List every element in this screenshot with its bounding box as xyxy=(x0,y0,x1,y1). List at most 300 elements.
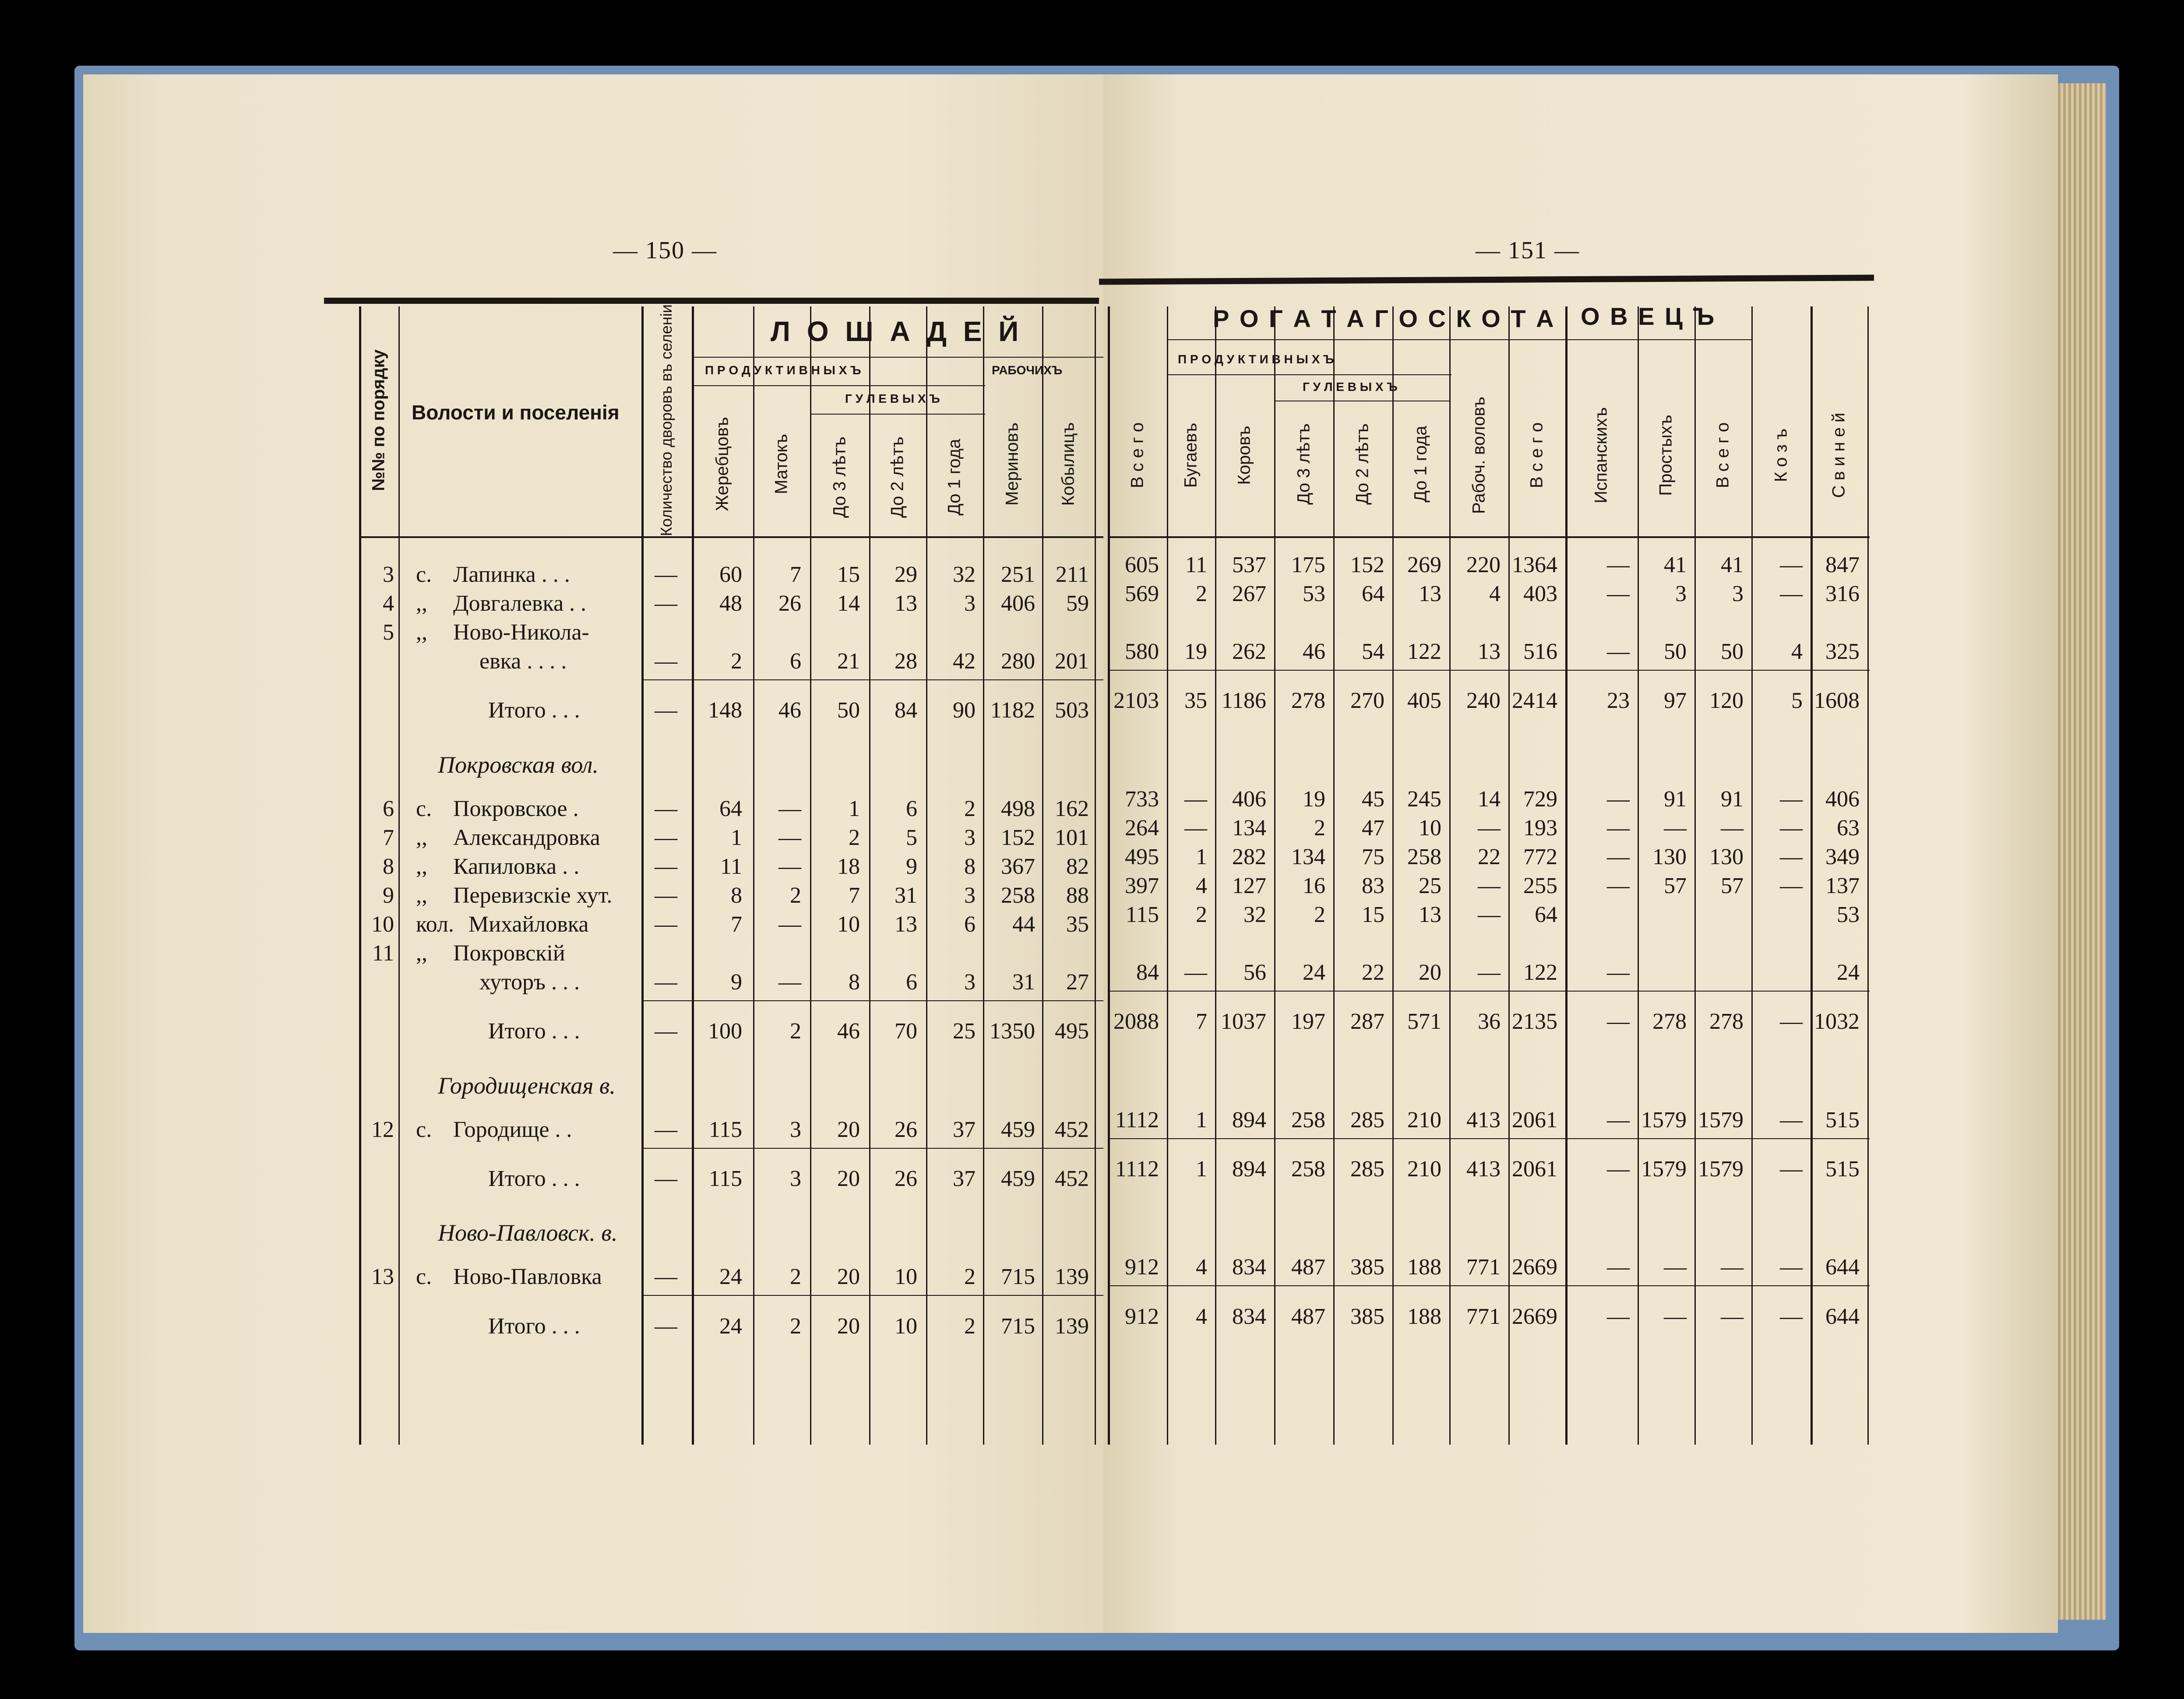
row-horse-value: 46 xyxy=(778,698,801,723)
total-rule-right xyxy=(1108,670,1870,671)
row-cattle-value: 733 xyxy=(1125,786,1159,812)
row-cattle-value: 84 xyxy=(1136,960,1159,985)
row-place-cont: евка . . . . xyxy=(479,649,567,674)
row-prefix: с. xyxy=(416,1117,432,1142)
row-horse-value: 452 xyxy=(1055,1117,1089,1142)
row-yards: — xyxy=(655,698,677,723)
header-horse-col-2: До 3 лѣтъ xyxy=(830,436,849,518)
row-cattle-value: 220 xyxy=(1466,552,1501,577)
row-horse-value: 2 xyxy=(964,1264,976,1290)
row-cattle-value: 54 xyxy=(1362,639,1384,664)
row-yards: — xyxy=(655,1117,677,1142)
row-cattle-value: 772 xyxy=(1523,844,1557,869)
row-cattle-value: 175 xyxy=(1291,552,1325,577)
row-cattle-value: 13 xyxy=(1419,902,1441,927)
header-horse-col-6: Кобылицъ xyxy=(1058,422,1078,506)
row-cattle-value: — xyxy=(1184,815,1207,841)
row-cattle-value: — xyxy=(1607,873,1630,898)
row-prefix: ,, xyxy=(416,854,427,879)
row-cattle-value: 245 xyxy=(1407,786,1441,812)
volost-title: Ново-Павловск. в. xyxy=(438,1220,618,1246)
row-horse-value: 25 xyxy=(953,1019,976,1044)
row-horse-value: 7 xyxy=(849,883,860,908)
row-horse-value: 26 xyxy=(895,1117,917,1142)
row-cattle-value: 50 xyxy=(1721,639,1744,664)
header-horse-col-0: Жеребцовъ xyxy=(712,417,732,511)
header-bottom-right xyxy=(1108,536,1870,538)
total-rule-left xyxy=(641,1000,1103,1001)
row-place: Городище . . xyxy=(453,1117,572,1142)
row-cattle-value: 97 xyxy=(1664,688,1687,714)
row-cattle-value: 4 xyxy=(1196,1304,1207,1329)
row-prefix: ,, xyxy=(416,591,427,616)
row-yards: — xyxy=(655,854,677,879)
row-horse-value: 1182 xyxy=(990,698,1035,723)
row-prefix: кол. xyxy=(416,911,454,937)
row-cattle-value: 605 xyxy=(1125,552,1159,577)
row-number: 11 xyxy=(372,940,394,966)
row-horse-value: 21 xyxy=(837,649,860,674)
header-sheep: О В Е Ц Ъ xyxy=(1581,303,1716,330)
row-cattle-value: — xyxy=(1607,960,1630,985)
row-cattle-value: 1 xyxy=(1196,1107,1207,1133)
row-cattle-value: — xyxy=(1780,1009,1803,1034)
row-horse-value: 70 xyxy=(895,1019,917,1044)
row-yards: — xyxy=(655,649,677,674)
header-yards: Количество дворовъ въ селеніи xyxy=(657,304,675,536)
row-cattle-value: 24 xyxy=(1837,960,1860,985)
row-cattle-value: 3 xyxy=(1675,581,1687,606)
row-yards: — xyxy=(655,1264,677,1290)
row-horse-value: 15 xyxy=(837,562,860,587)
row-horse-value: 90 xyxy=(953,698,976,723)
row-horse-value: 26 xyxy=(895,1166,917,1191)
row-horse-value: 13 xyxy=(895,591,917,616)
row-place: Капиловка . . xyxy=(453,854,580,879)
row-horse-value: — xyxy=(778,796,801,821)
row-cattle-value: 1 xyxy=(1196,844,1207,869)
row-cattle-value xyxy=(1747,958,1803,987)
row-horse-value: 367 xyxy=(1001,854,1035,879)
header-right-col-4: До 2 лѣтъ xyxy=(1353,423,1372,505)
row-yards: — xyxy=(655,825,677,850)
col-divider-left xyxy=(641,306,644,1445)
row-yards: — xyxy=(655,1313,677,1339)
header-cattle: Р О Г А Т А Г О С К О Т А xyxy=(1213,305,1556,332)
row-cattle-value: 16 xyxy=(1303,873,1325,898)
col-divider-right xyxy=(1867,306,1869,1445)
row-horse-value: 32 xyxy=(953,562,976,587)
row-number: 3 xyxy=(383,562,394,587)
col-divider-left xyxy=(359,306,361,1445)
gulevykh-under xyxy=(810,414,985,415)
row-horse-value: 10 xyxy=(895,1264,917,1290)
row-cattle-value: 487 xyxy=(1291,1255,1325,1280)
row-cattle-value: 4 xyxy=(1196,873,1207,898)
row-cattle-value: — xyxy=(1607,1304,1630,1329)
productive-under xyxy=(692,385,985,386)
row-cattle-value: 262 xyxy=(1232,639,1266,664)
row-horse-value: 6 xyxy=(906,796,917,821)
header-right-col-11: К о з ъ xyxy=(1771,428,1791,482)
row-horse-value: 100 xyxy=(708,1019,742,1044)
row-cattle-value: 50 xyxy=(1664,639,1687,664)
row-horse-value: 82 xyxy=(1066,854,1089,879)
row-horse-value: 48 xyxy=(719,591,742,616)
row-horse-value: 60 xyxy=(719,562,742,587)
row-cattle-value: — xyxy=(1478,815,1501,841)
row-total-label: Итого . . . xyxy=(488,1166,580,1191)
row-cattle-value: 122 xyxy=(1407,639,1441,664)
row-yards: — xyxy=(655,562,677,587)
row-cattle-value: 2 xyxy=(1196,581,1207,606)
row-cattle-value: 571 xyxy=(1407,1009,1441,1034)
row-horse-value: 8 xyxy=(731,883,742,908)
row-cattle-value: 20 xyxy=(1419,960,1441,985)
row-cattle-value xyxy=(1690,901,1744,929)
row-cattle-value: 325 xyxy=(1825,639,1860,664)
row-horse-value: 503 xyxy=(1055,698,1089,723)
row-cattle-value: — xyxy=(1478,873,1501,898)
row-number: 4 xyxy=(383,591,394,616)
row-cattle-value: 41 xyxy=(1721,552,1744,577)
row-cattle-value: — xyxy=(1607,844,1630,869)
row-cattle-value: — xyxy=(1607,552,1630,577)
row-cattle-value: 258 xyxy=(1291,1107,1325,1133)
row-number: 13 xyxy=(371,1264,394,1290)
row-cattle-value: 7 xyxy=(1196,1009,1207,1034)
row-horse-value: 715 xyxy=(1001,1264,1035,1290)
row-horse-value: 1 xyxy=(849,796,860,821)
row-horse-value: 2 xyxy=(790,1313,801,1339)
row-cattle-value: 14 xyxy=(1478,786,1501,812)
row-cattle-value: 515 xyxy=(1825,1156,1860,1182)
row-prefix: с. xyxy=(416,1264,432,1290)
row-cattle-value: 834 xyxy=(1232,1304,1266,1329)
row-horse-value: 27 xyxy=(1066,969,1089,995)
row-horse-value: 251 xyxy=(1001,562,1035,587)
row-horse-value: 13 xyxy=(895,911,917,937)
row-cattle-value: 516 xyxy=(1523,639,1557,664)
row-horse-value: 2 xyxy=(790,1019,801,1044)
header-right-col-9: Простыхъ xyxy=(1656,415,1676,496)
row-cattle-value: 137 xyxy=(1825,873,1860,898)
row-cattle-value: 57 xyxy=(1721,873,1744,898)
header-right-col-3: До 3 лѣтъ xyxy=(1294,423,1314,505)
row-prefix: ,, xyxy=(416,883,427,908)
row-cattle-value: 1579 xyxy=(1698,1107,1744,1133)
row-cattle-value: 197 xyxy=(1291,1009,1325,1034)
row-horse-value: 64 xyxy=(719,796,742,821)
row-horse-value: 31 xyxy=(895,883,917,908)
row-horse-value: 498 xyxy=(1001,796,1035,821)
row-cattle-value: 2669 xyxy=(1512,1304,1557,1329)
row-cattle-value: 120 xyxy=(1709,688,1744,714)
row-horse-value: 35 xyxy=(1066,911,1089,937)
row-cattle-value: 2088 xyxy=(1113,1009,1159,1034)
total-rule-right xyxy=(1108,1285,1870,1286)
row-cattle-value: 537 xyxy=(1232,552,1266,577)
row-cattle-value: 36 xyxy=(1478,1009,1501,1034)
header-gulevykh: Г У Л Е В Ы Х Ъ xyxy=(845,392,940,405)
row-cattle-value: — xyxy=(1780,844,1803,869)
row-cattle-value: 91 xyxy=(1721,786,1744,812)
header-horses: Л О Ш А Д Е Й xyxy=(771,316,1023,347)
row-cattle-value: — xyxy=(1184,786,1207,812)
row-prefix: с. xyxy=(416,562,432,587)
row-cattle-value: 4 xyxy=(1489,581,1501,606)
row-cattle-value: 1579 xyxy=(1641,1107,1687,1133)
row-cattle-value: 57 xyxy=(1664,873,1687,898)
row-cattle-value: 385 xyxy=(1350,1255,1384,1280)
row-horse-value: 14 xyxy=(837,591,860,616)
row-horse-value: 495 xyxy=(1055,1019,1089,1044)
row-cattle-value: — xyxy=(1664,1304,1687,1329)
row-cattle-value: 15 xyxy=(1362,902,1384,927)
row-cattle-value: 269 xyxy=(1407,552,1441,577)
col-divider-left xyxy=(1095,306,1096,1445)
row-cattle-value: — xyxy=(1607,639,1630,664)
row-cattle-value: 644 xyxy=(1825,1304,1860,1329)
row-cattle-value: 278 xyxy=(1291,688,1325,714)
row-cattle-value xyxy=(1690,958,1744,987)
row-cattle-value: 847 xyxy=(1825,552,1860,577)
row-cattle-value: — xyxy=(1607,786,1630,812)
row-cattle-value: 4 xyxy=(1791,639,1803,664)
row-cattle-value: 127 xyxy=(1232,873,1266,898)
header-right-col-8: Испанскихъ xyxy=(1591,407,1611,503)
row-cattle-value: 83 xyxy=(1362,873,1384,898)
row-horse-value: 20 xyxy=(837,1117,860,1142)
row-horse-value: 3 xyxy=(964,825,976,850)
row-place: Михайловка xyxy=(469,911,589,937)
row-horse-value: 2 xyxy=(790,1264,801,1290)
row-horse-value: 9 xyxy=(731,969,742,995)
row-horse-value: 28 xyxy=(895,649,917,674)
row-cattle-value: 258 xyxy=(1407,844,1441,869)
row-number: 10 xyxy=(371,911,394,937)
row-cattle-value: 152 xyxy=(1350,552,1384,577)
row-cattle-value: 1 xyxy=(1196,1156,1207,1182)
row-horse-value: 3 xyxy=(964,883,976,908)
row-horse-value: 115 xyxy=(708,1166,742,1191)
row-horse-value: 26 xyxy=(778,591,801,616)
row-place: Покровское . xyxy=(453,796,579,821)
volost-title: Покровская вол. xyxy=(438,751,599,778)
row-prefix: ,, xyxy=(416,825,427,850)
page-number-left: — 150 — xyxy=(613,237,717,264)
row-place: Ново-Никола- xyxy=(453,620,589,645)
row-cattle-value xyxy=(1747,901,1803,929)
row-cattle-value: 35 xyxy=(1184,688,1207,714)
row-prefix: ,, xyxy=(416,940,427,966)
row-cattle-value: 267 xyxy=(1232,581,1266,606)
row-cattle-value: — xyxy=(1664,815,1687,841)
row-cattle-value: 406 xyxy=(1825,786,1860,812)
row-cattle-value: 349 xyxy=(1825,844,1860,869)
row-cattle-value: 64 xyxy=(1362,581,1384,606)
row-yards: — xyxy=(655,796,677,821)
row-cattle-value: 316 xyxy=(1825,581,1860,606)
row-cattle-value: 1112 xyxy=(1115,1156,1159,1182)
row-cattle-value: 282 xyxy=(1232,844,1266,869)
header-right-col-1: Бугаевъ xyxy=(1181,422,1201,488)
row-cattle-value: 188 xyxy=(1407,1304,1441,1329)
row-cattle-value: 397 xyxy=(1125,873,1159,898)
row-horse-value: 2 xyxy=(964,796,976,821)
row-cattle-value: — xyxy=(1607,815,1630,841)
row-cattle-value: 46 xyxy=(1303,639,1325,664)
row-cattle-value: 23 xyxy=(1607,688,1630,714)
header-working: РАБОЧИХЪ xyxy=(992,363,1063,377)
row-cattle-value: 894 xyxy=(1232,1107,1266,1133)
row-cattle-value: — xyxy=(1780,815,1803,841)
row-horse-value: 88 xyxy=(1066,883,1089,908)
row-cattle-value: 75 xyxy=(1362,844,1384,869)
row-horse-value: 44 xyxy=(1012,911,1035,937)
row-horse-value: 2 xyxy=(964,1313,976,1339)
row-cattle-value: 1186 xyxy=(1221,688,1266,714)
row-horse-value: 24 xyxy=(719,1313,742,1339)
row-number: 7 xyxy=(383,825,394,850)
row-cattle-value: 130 xyxy=(1652,844,1687,869)
row-cattle-value: 240 xyxy=(1466,688,1501,714)
row-horse-value: — xyxy=(778,969,801,995)
row-cattle-value: 1608 xyxy=(1814,688,1860,714)
row-horse-value: 6 xyxy=(906,969,917,995)
row-cattle-value: 2 xyxy=(1314,815,1325,841)
row-cattle-value: 287 xyxy=(1350,1009,1384,1034)
row-cattle-value: 122 xyxy=(1523,960,1557,985)
row-cattle-value: 729 xyxy=(1523,786,1557,812)
row-cattle-value: — xyxy=(1721,815,1744,841)
row-yards: — xyxy=(655,1166,677,1191)
row-cattle-value: 403 xyxy=(1523,581,1557,606)
row-cattle-value: — xyxy=(1780,1156,1803,1182)
header-horse-col-3: До 2 лѣтъ xyxy=(888,436,907,518)
row-cattle-value: 1579 xyxy=(1698,1156,1744,1182)
row-cattle-value: — xyxy=(1721,1304,1744,1329)
row-cattle-value: 2135 xyxy=(1512,1009,1557,1034)
row-horse-value: 59 xyxy=(1066,591,1089,616)
row-cattle-value: 771 xyxy=(1466,1255,1501,1280)
row-horse-value: 42 xyxy=(953,649,976,674)
row-horse-value: 11 xyxy=(720,854,742,879)
row-cattle-value: 2414 xyxy=(1512,688,1557,714)
row-horse-value: 7 xyxy=(790,562,801,587)
col-divider-right xyxy=(1108,306,1110,1445)
row-number: 12 xyxy=(371,1117,394,1142)
row-horse-value: 20 xyxy=(837,1166,860,1191)
row-total-label: Итого . . . xyxy=(488,698,580,723)
row-cattle-value: — xyxy=(1780,581,1803,606)
row-prefix: с. xyxy=(416,796,432,821)
row-horse-value: 9 xyxy=(906,854,917,879)
row-prefix: ,, xyxy=(416,620,427,645)
row-horse-value: 211 xyxy=(1055,562,1089,587)
total-rule-left xyxy=(641,1295,1103,1296)
row-cattle-value: 385 xyxy=(1350,1304,1384,1329)
row-cattle-value: 1032 xyxy=(1814,1009,1860,1034)
row-cattle-value: — xyxy=(1607,1107,1630,1133)
total-rule-right xyxy=(1108,1138,1870,1139)
top-rule-left xyxy=(324,298,1099,304)
header-cattle-gulevykh: Г У Л Е В Ы Х Ъ xyxy=(1303,380,1398,394)
row-cattle-value: 1112 xyxy=(1115,1107,1159,1133)
row-cattle-value: 264 xyxy=(1125,815,1159,841)
row-place: Ново-Павловка xyxy=(453,1264,602,1290)
row-horse-value: 24 xyxy=(719,1264,742,1290)
row-cattle-value: 91 xyxy=(1664,786,1687,812)
row-cattle-value: — xyxy=(1478,902,1501,927)
header-right-col-2: Коровъ xyxy=(1234,426,1254,485)
header-cattle-productive: П Р О Д У К Т И В Н Ы Х Ъ xyxy=(1178,352,1334,366)
row-yards: — xyxy=(655,969,677,995)
row-cattle-value: 2669 xyxy=(1512,1255,1557,1280)
row-cattle-value: 406 xyxy=(1232,786,1266,812)
row-cattle-value: 41 xyxy=(1664,552,1687,577)
row-cattle-value: 2103 xyxy=(1113,688,1159,714)
row-horse-value: 162 xyxy=(1055,796,1089,821)
row-cattle-value: 11 xyxy=(1185,552,1207,577)
row-cattle-value: 22 xyxy=(1362,960,1384,985)
row-horse-value: 10 xyxy=(895,1313,917,1339)
row-cattle-value: 278 xyxy=(1652,1009,1687,1034)
row-horse-value: — xyxy=(778,854,801,879)
row-cattle-value: — xyxy=(1780,873,1803,898)
header-productive: П Р О Д У К Т И В Н Ы Х Ъ xyxy=(705,363,861,377)
row-yards: — xyxy=(655,591,677,616)
row-horse-value: 139 xyxy=(1055,1264,1089,1290)
row-horse-value: 2 xyxy=(849,825,860,850)
row-cattle-value xyxy=(1633,901,1687,929)
row-horse-value: 115 xyxy=(708,1117,742,1142)
row-cattle-value: 258 xyxy=(1291,1156,1325,1182)
row-cattle-value: 63 xyxy=(1837,815,1860,841)
row-horse-value: 406 xyxy=(1001,591,1035,616)
row-horse-value: 6 xyxy=(964,911,976,937)
row-horse-value: 7 xyxy=(731,911,742,937)
row-horse-value: — xyxy=(778,911,801,937)
row-cattle-value: 24 xyxy=(1303,960,1325,985)
row-horse-value: 139 xyxy=(1055,1313,1089,1339)
row-cattle-value: — xyxy=(1780,1304,1803,1329)
header-right-col-0: В с е г о xyxy=(1127,422,1147,489)
row-horse-value: 37 xyxy=(953,1117,976,1142)
page-number-right: — 151 — xyxy=(1476,237,1580,264)
cattle-under xyxy=(1167,339,1565,340)
row-horse-value: 84 xyxy=(895,698,917,723)
row-horse-value: 1350 xyxy=(990,1019,1035,1044)
row-cattle-value: 134 xyxy=(1291,844,1325,869)
row-horse-value: 31 xyxy=(1012,969,1035,995)
row-cattle-value: 32 xyxy=(1243,902,1266,927)
row-cattle-value: — xyxy=(1607,1255,1630,1280)
row-cattle-value: 4 xyxy=(1196,1255,1207,1280)
row-cattle-value: 45 xyxy=(1362,786,1384,812)
row-cattle-value: 569 xyxy=(1125,581,1159,606)
row-cattle-value: 130 xyxy=(1709,844,1744,869)
row-horse-value: 10 xyxy=(837,911,860,937)
row-cattle-value: 1037 xyxy=(1221,1009,1266,1034)
row-number: 8 xyxy=(383,854,394,879)
row-cattle-value: — xyxy=(1607,581,1630,606)
row-cattle-value: 13 xyxy=(1478,639,1501,664)
header-horse-col-4: До 1 года xyxy=(944,439,964,516)
row-horse-value: 3 xyxy=(964,969,976,995)
row-cattle-value: 1364 xyxy=(1512,552,1557,577)
row-cattle-value: 2061 xyxy=(1512,1107,1557,1133)
